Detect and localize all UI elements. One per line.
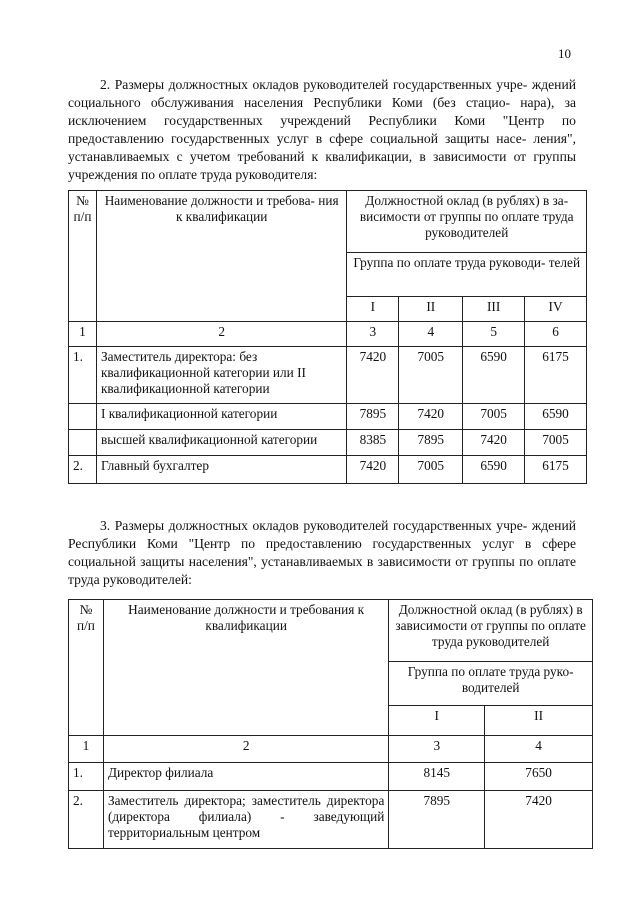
header-position: Наименование должности и требования к квалификации xyxy=(103,600,388,736)
section-3-paragraph xyxy=(68,517,576,589)
salary-table-1 xyxy=(68,190,587,484)
header-group: Группа по оплате труда руко- водителей xyxy=(389,662,593,706)
table-row: 1. Заместитель директора: без квалификационной категории или II квалификационной категории 7420 7005 6590 6175 xyxy=(69,347,587,404)
page-number: 10 xyxy=(558,46,571,61)
section-3-text: 3. Размеры должностных окладов руководителей государственных учре- ждений Республики Коми "Центр по предоставлению государственных услуг в сфере социальной защиты населения", устанавливаемых в зависимости от группы по оплате труда руководителей: xyxy=(68,518,576,587)
header-position: Наименование должности и требова- ния к квалификации xyxy=(96,191,346,322)
column-number-row: 1 2 3 4 5 6 xyxy=(69,322,587,347)
header-group: Группа по оплате труда руководи- телей xyxy=(347,253,587,297)
header-salary: Должностной оклад (в рублях) в за- висимости от группы по оплате труда руководителей xyxy=(347,191,587,253)
group-iv: IV xyxy=(525,297,587,322)
group-i: I xyxy=(347,297,399,322)
header-salary: Должностной оклад (в рублях) в зависимости от группы по оплате труда руководителей xyxy=(389,600,593,662)
group-i: I xyxy=(389,706,485,736)
header-num: № п/п xyxy=(69,191,97,322)
column-number-row: 1 2 3 4 xyxy=(69,736,593,763)
section-2-paragraph xyxy=(68,76,576,184)
table-row: I квалификационной категории 7895 7420 7005 6590 xyxy=(69,404,587,430)
group-ii: II xyxy=(399,297,463,322)
group-iii: III xyxy=(463,297,525,322)
table-row: 2. Заместитель директора; заместитель директора (директора филиала) - заведующий территориальным центром 7895 7420 xyxy=(69,791,593,849)
section-2-text: 2. Размеры должностных окладов руководителей государственных учре- ждений социального обслуживания населения Республики Коми (без стацио- нара), за исключением государственных учреждений Республики Коми "Центр по предоставлению государственных услуг в сфере социальной защиты насе- ления", устанавливаемых с учетом требований к квалификации, в зависимости от группы учреждения по оплате труда руководителя: xyxy=(68,77,576,182)
table-row: 1. Директор филиала 8145 7650 xyxy=(69,763,593,791)
group-ii: II xyxy=(485,706,593,736)
table-row: 2. Главный бухгалтер 7420 7005 6590 6175 xyxy=(69,456,587,484)
table-row: высшей квалификационной категории 8385 7895 7420 7005 xyxy=(69,430,587,456)
salary-table-2 xyxy=(68,599,593,849)
header-num: № п/п xyxy=(69,600,104,736)
